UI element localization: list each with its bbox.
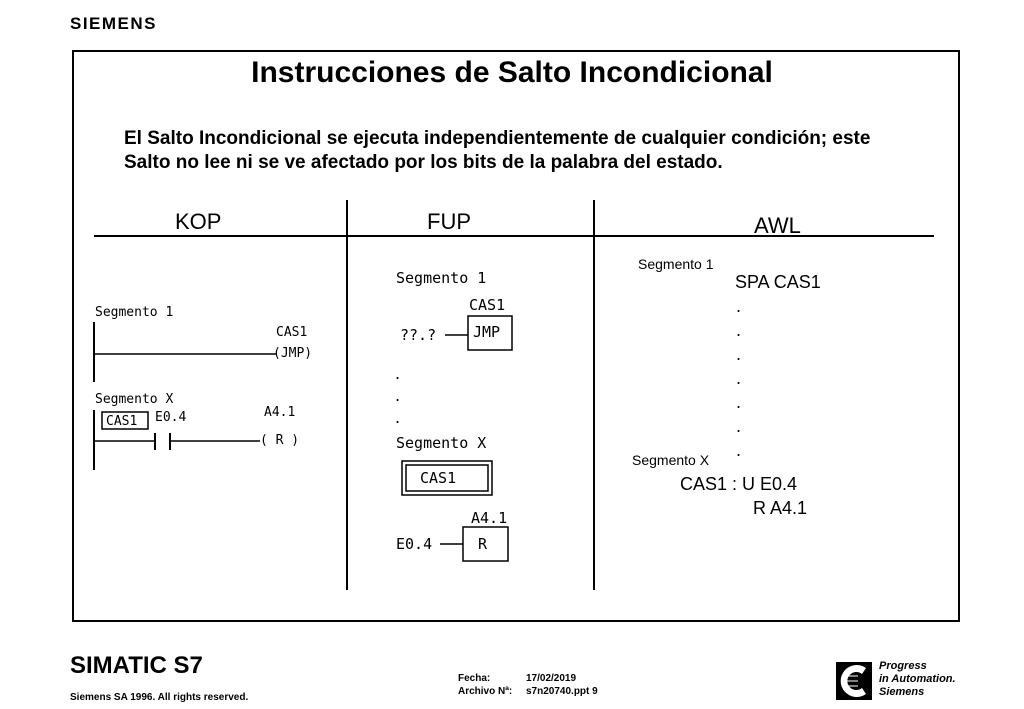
fecha-label: Fecha: bbox=[458, 673, 491, 684]
awl-dot-2: . bbox=[736, 320, 742, 340]
column-kop: KOP bbox=[175, 209, 222, 234]
column-fup: FUP bbox=[427, 209, 471, 234]
awl-segment-1: Segmento 1 bbox=[638, 256, 714, 272]
awl-line-1: SPA CAS1 bbox=[735, 272, 821, 292]
kop-jmp-coil: (JMP) bbox=[273, 346, 313, 361]
awl-dot-7: . bbox=[736, 440, 742, 460]
kop-contact-label: E0.4 bbox=[155, 410, 187, 425]
kop-segment-1: Segmento 1 bbox=[95, 305, 174, 320]
awl-segment-x: Segmento X bbox=[632, 452, 710, 468]
fup-r-box-text: R bbox=[478, 535, 488, 553]
fup-jmp-label: CAS1 bbox=[469, 296, 506, 314]
fup-segment-x: Segmento X bbox=[396, 434, 487, 452]
awl-dot-1: . bbox=[736, 296, 742, 316]
awl-line-2: CAS1 : U E0.4 bbox=[680, 474, 798, 494]
fup-segment-1: Segmento 1 bbox=[396, 269, 487, 287]
archivo-value: s7n20740.ppt 9 bbox=[526, 686, 598, 697]
awl-dot-5: . bbox=[736, 392, 742, 412]
logo-line-3: Siemens bbox=[879, 686, 925, 698]
product-name: SIMATIC S7 bbox=[70, 652, 203, 679]
awl-line-3: R A4.1 bbox=[753, 498, 808, 518]
fup-label-box-text: CAS1 bbox=[420, 469, 457, 487]
fup-jmp-input: ??.? bbox=[400, 326, 437, 344]
archivo-label: Archivo Nª: bbox=[458, 686, 513, 697]
fup-dot-1: . bbox=[395, 363, 401, 383]
column-awl: AWL bbox=[754, 213, 801, 238]
fup-r-input: E0.4 bbox=[396, 535, 433, 553]
awl-dot-4: . bbox=[736, 368, 742, 388]
kop-label-box-text: CAS1 bbox=[106, 414, 138, 429]
fup-dot-3: . bbox=[395, 407, 401, 427]
awl-dot-3: . bbox=[736, 344, 742, 364]
logo-line-1: Progress bbox=[879, 660, 927, 672]
page-title: Instrucciones de Salto Incondicional bbox=[251, 56, 773, 89]
kop-coil2-label: A4.1 bbox=[264, 405, 296, 420]
intro-text: El Salto Incondicional se ejecuta independientemente de cualquier condición; este Salto no lee ni se ve afectado por los bits de la palabra del estado. bbox=[124, 128, 871, 173]
copyright: Siemens SA 1996. All rights reserved. bbox=[70, 692, 249, 703]
siemens-brand: SIEMENS bbox=[70, 14, 158, 33]
fup-dot-2: . bbox=[395, 385, 401, 405]
fecha-value: 17/02/2019 bbox=[526, 673, 577, 684]
kop-coil1-label: CAS1 bbox=[276, 325, 308, 340]
awl-dot-6: . bbox=[736, 416, 742, 436]
kop-reset-coil: ( R ) bbox=[260, 433, 300, 448]
fup-r-label: A4.1 bbox=[471, 509, 508, 527]
fup-jmp-box-text: JMP bbox=[473, 323, 501, 341]
logo-line-2: in Automation. bbox=[879, 673, 956, 685]
kop-segment-x: Segmento X bbox=[95, 392, 174, 407]
